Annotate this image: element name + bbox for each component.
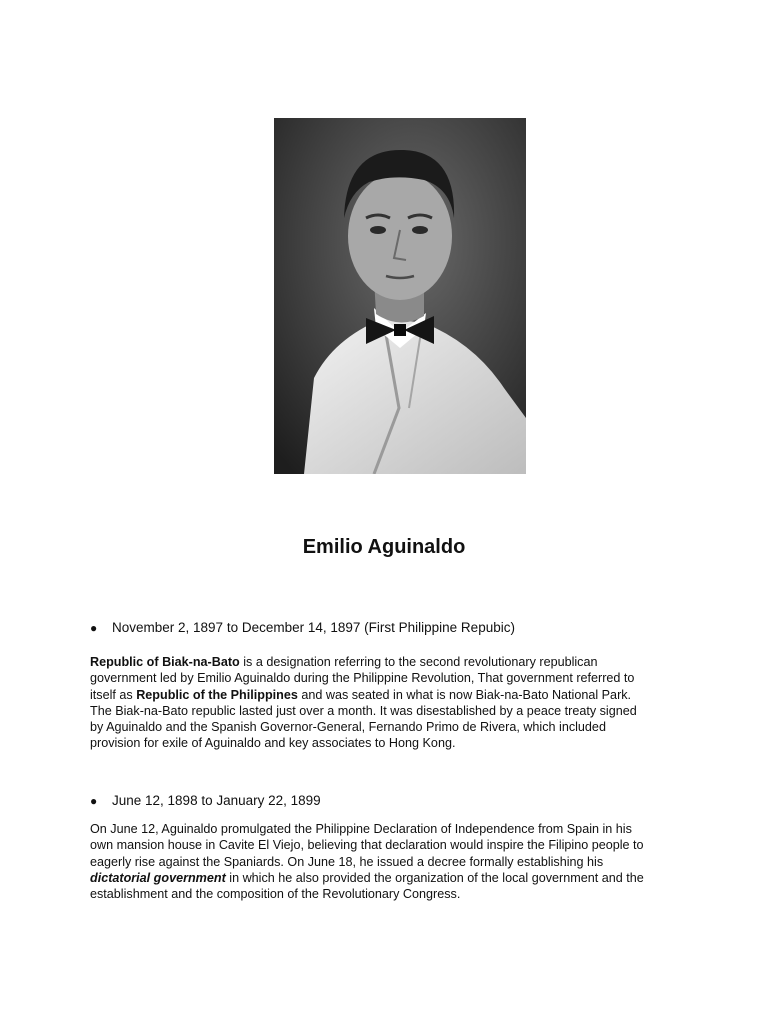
text-run: and was seated in what is now Biak-na-Bato National Park.	[297, 687, 632, 702]
paragraph-independence	[90, 821, 680, 902]
bold-italic-term: dictatorial government	[90, 870, 226, 885]
bullet-text: November 2, 1897 to December 14, 1897 (First Philippine Repubic)	[112, 620, 515, 635]
text-line: provision for exile of Aguinaldo and key associates to Hong Kong.	[90, 736, 456, 751]
text-line: The Biak-na-Bato republic lasted just over a month. It was disestablished by a peace treaty signed	[90, 703, 637, 718]
bullet-icon: ●	[90, 794, 98, 808]
page-title: Emilio Aguinaldo	[302, 536, 466, 558]
text-line	[90, 654, 680, 670]
bullet-text: June 12, 1898 to January 22, 1899	[112, 793, 321, 808]
text-line: government led by Emilio Aguinaldo during the Philippine Revolution, That government referred to	[90, 671, 635, 686]
bullet-item	[90, 793, 321, 809]
bold-term: Republic of the Philippines	[136, 687, 298, 702]
text-run: itself as	[90, 687, 137, 702]
text-line	[90, 870, 680, 886]
paragraph-biak-na-bato	[90, 654, 680, 752]
text-run: is a designation referring to the second revolutionary republican	[239, 655, 598, 669]
text-line: by Aguinaldo and the Spanish Governor-General, Fernando Primo de Rivera, which included	[90, 720, 606, 735]
text-run: in which he also provided the organization of the local government and the	[225, 870, 644, 885]
bold-term: Republic of Biak-na-Bato	[90, 655, 240, 669]
bullet-icon: ●	[90, 621, 98, 635]
aguinaldo-portrait-photo	[274, 118, 526, 474]
text-line	[90, 687, 680, 703]
text-line: establishment and the composition of the Revolutionary Congress.	[90, 887, 461, 902]
text-line: eagerly rise against the Spaniards. On June 18, he issued a decree formally establishing his	[90, 854, 604, 869]
bullet-item	[90, 620, 515, 636]
text-line: own mansion house in Cavite El Viejo, believing that declaration would inspire the Filipino people to	[90, 838, 644, 853]
text-line: On June 12, Aguinaldo promulgated the Philippine Declaration of Independence from Spain in his	[90, 822, 632, 836]
